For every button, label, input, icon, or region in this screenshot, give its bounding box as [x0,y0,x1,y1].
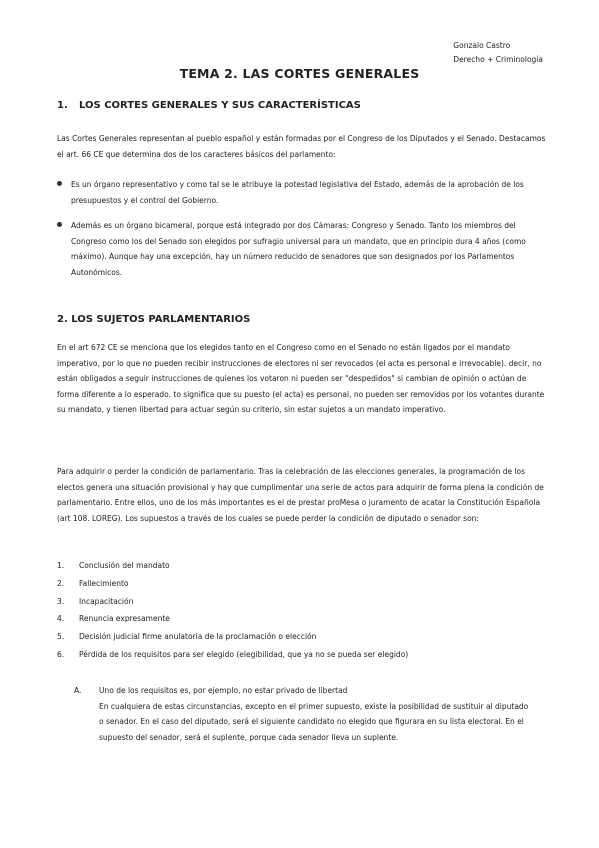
section-1-bullet-list [57,177,547,280]
sub-item-body: En cualquiera de estas circunstancias, excepto en el primer supuesto, existe la posibilidad de sustituir al diputado o senador. En el caso del diputado, será el siguiente candidato no elegido que figurara en su lista electoral. En el supuesto del senador, será el suplente, porque cada senador lleva un suplente. [99,701,529,742]
author-name: Gonzalo Castro [453,41,511,50]
list-item-text: Fallecimiento [79,578,129,588]
bullet-dot-icon [57,222,62,227]
bullet-text: Es un órgano representativo y como tal se le atribuye la potestad legislativa del Estado, además de la aprobación de los presupuestos y el control del Gobierno. [71,180,524,205]
list-item-number: 5. [57,632,65,642]
list-item-number: 6. [57,649,65,659]
section-1-heading [57,100,361,111]
bullet-item [57,177,547,208]
list-item [57,593,547,611]
section-2-paragraph-2: Para adquirir o perder la condición de parlamentario. Tras la celebración de las elecciones generales, la programación de los electos genera una situación provisional y hay que cumplimentar una serie de actos para adquirir de forma plena la condición de parlamentario. Entre ellos, uno de los más importantes es el de prestar proMesa o juramento de acatar la Constitución Española (art 108. LOREG). Los supuestos a través de los cuales se puede perder la condición de diputado o senador son: [57,467,544,523]
author-degree: Derecho + Criminología [453,55,543,64]
bullet-text: Además es un órgano bicameral, porque está integrado por dos Cámaras: Congreso y Senado. Tanto los miembros del Congreso como los del Senado son elegidos por sufragio universal para un mandato, que en principio dura 4 años (como máximo). Aunque hay una excepción, hay un número reducido de senadores que son designados por los Parlamentos Autonómicos. [71,221,526,277]
section-1-heading-text: LOS CORTES GENERALES Y SUS CARACTERÍSTICAS [79,100,361,111]
list-item [57,610,547,628]
loss-conditions-list [57,557,547,664]
list-item-number: 4. [57,614,65,624]
list-item [57,646,547,664]
sub-item-lead: Uno de los requisitos es, por ejemplo, no estar privado de libertad [99,686,348,695]
list-item-text: Incapacitación [79,596,134,606]
sub-item-a [74,683,534,745]
list-item-text: Pérdida de los requisitos para ser elegido (elegibilidad, que ya no se pueda ser elegido) [79,649,409,659]
list-item-text: Conclusión del mandato [79,561,170,570]
sub-item-label: A. [74,686,82,695]
list-item-number: 2. [57,578,65,588]
list-item-number: 3. [57,596,65,606]
section-1-intro: Las Cortes Generales representan al pueblo español y están formadas por el Congreso de los Diputados y el Senado. Destacamos el art. 66 CE que determina dos de los caracteres básicos del parlamento: [57,134,546,159]
bullet-dot-icon [57,181,62,186]
list-item [57,628,547,646]
document-title: TEMA 2. LAS CORTES GENERALES [179,66,420,81]
list-item [57,575,547,593]
list-item-number: 1. [57,561,65,570]
bullet-item [57,218,547,280]
author-block [453,39,543,67]
list-item [57,557,547,575]
list-item-text: Decisión judicial firme anulatoria de la proclamación o elección [79,632,317,642]
list-item-text: Renuncia expresamente [79,614,170,624]
section-2-heading: 2. LOS SUJETOS PARLAMENTARIOS [57,314,251,325]
section-1-number: 1. [57,100,68,111]
section-2-paragraph-1: En el art 672 CE se menciona que los elegidos tanto en el Congreso como en el Senado no están ligados por el mandato imperativo, por lo que no pueden recibir instrucciones de electores ni ser revocados (el acta es personal e irrevocable). decir, no están obligados a seguir instrucciones de quienes los votaron ni pueden ser "despedidos" si cambian de opinión o actúan de forma diferente a lo esperado. to significa que su puesto (el acta) es personal, no pueden ser removidos por los votantes durante su mandato, y tienen libertad para actuar según su criterio, sin estar sujetos a un mandato imperativo. [57,343,545,414]
